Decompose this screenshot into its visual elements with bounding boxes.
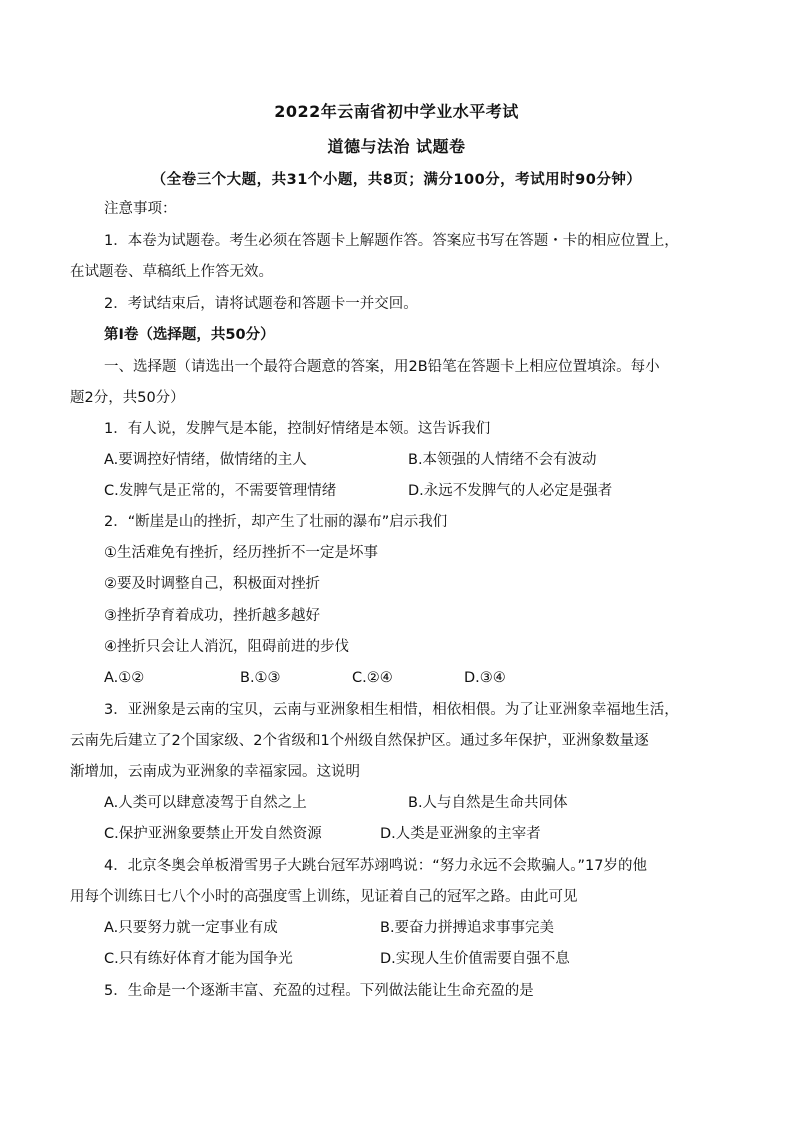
q4-option-c: C.只有练好体育才能为国争光	[104, 951, 293, 967]
q2-statement-3: ③挫折孕育着成功，挫折越多越好	[104, 608, 320, 624]
q1-option-b: B.本领强的人情绪不会有波动	[408, 452, 597, 468]
q2-stem: 2．“断崖是山的挫折，却产生了壮丽的瀑布”启示我们	[104, 514, 448, 530]
q4-stem-line-2: 用每个训练日七八个小时的高强度雪上训练，见证着自己的冠军之路。由此可见	[70, 889, 578, 905]
q3-stem-line-1: 3．亚洲象是云南的宝贝，云南与亚洲象相生相惜，相依相偎。为了让亚洲象幸福地生活，	[104, 702, 679, 718]
q2-option-a: A.①②	[104, 670, 145, 686]
part1-heading: 第Ⅰ卷（选择题，共50分）	[104, 327, 275, 343]
q4-stem-line-1: 4．北京冬奥会单板滑雪男子大跳台冠军苏翊鸣说：“努力永远不会欺骗人。”17岁的他	[104, 858, 647, 874]
q5-stem: 5．生命是一个逐渐丰富、充盈的过程。下列做法能让生命充盈的是	[104, 983, 534, 999]
q2-statement-2: ②要及时调整自己，积极面对挫折	[104, 576, 320, 592]
exam-subtitle: 道德与法治 试题卷	[327, 137, 466, 156]
part1-instruction-line-2: 题2分，共50分）	[70, 390, 185, 406]
q2-option-d: D.③④	[464, 670, 506, 686]
notice-heading: 注意事项：	[104, 201, 177, 217]
q4-option-d: D.实现人生价值需要自强不息	[380, 951, 570, 967]
q2-option-c: C.②④	[352, 670, 393, 686]
q3-option-c: C.保护亚洲象要禁止开发自然资源	[104, 826, 322, 842]
q4-option-a: A.只要努力就一定事业有成	[104, 920, 278, 936]
q3-option-a: A.人类可以肆意凌驾于自然之上	[104, 795, 307, 811]
notice-item-1-line-2: 在试题卷、草稿纸上作答无效。	[70, 264, 273, 280]
q3-stem-line-2: 云南先后建立了2个国家级、2个省级和1个州级自然保护区。通过多年保护，亚洲象数量逐	[70, 733, 649, 749]
q1-option-d: D.永远不发脾气的人必定是强者	[408, 483, 613, 499]
exam-title: 2022年云南省初中学业水平考试	[274, 102, 519, 121]
q2-statement-1: ①生活难免有挫折，经历挫折不一定是坏事	[104, 545, 378, 561]
q2-option-b: B.①③	[240, 670, 281, 686]
notice-item-2: 2．考试结束后，请将试题卷和答题卡一并交回。	[104, 296, 418, 312]
q4-option-b: B.要奋力拼搏追求事事完美	[380, 920, 555, 936]
q1-option-c: C.发脾气是正常的，不需要管理情绪	[104, 483, 337, 499]
q3-option-d: D.人类是亚洲象的主宰者	[380, 826, 541, 842]
q3-stem-line-3: 渐增加，云南成为亚洲象的幸福家园。这说明	[70, 764, 360, 780]
q1-option-a: A.要调控好情绪，做情绪的主人	[104, 452, 307, 468]
part1-instruction-line-1: 一、选择题（请选出一个最符合题意的答案，用2B铅笔在答题卡上相应位置填涂。每小	[104, 359, 660, 375]
q2-statement-4: ④挫折只会让人消沉，阻碍前进的步伐	[104, 639, 349, 655]
q3-option-b: B.人与自然是生命共同体	[408, 795, 568, 811]
notice-item-1-line-1: 1．本卷为试题卷。考生必须在答题卡上解题作答。答案应书写在答题・卡的相应位置上，	[104, 233, 679, 249]
q1-stem: 1．有人说，发脾气是本能，控制好情绪是本领。这告诉我们	[104, 421, 491, 437]
exam-note: （全卷三个大题，共31个小题，共8页；满分100分，考试用时90分钟）	[151, 172, 642, 188]
